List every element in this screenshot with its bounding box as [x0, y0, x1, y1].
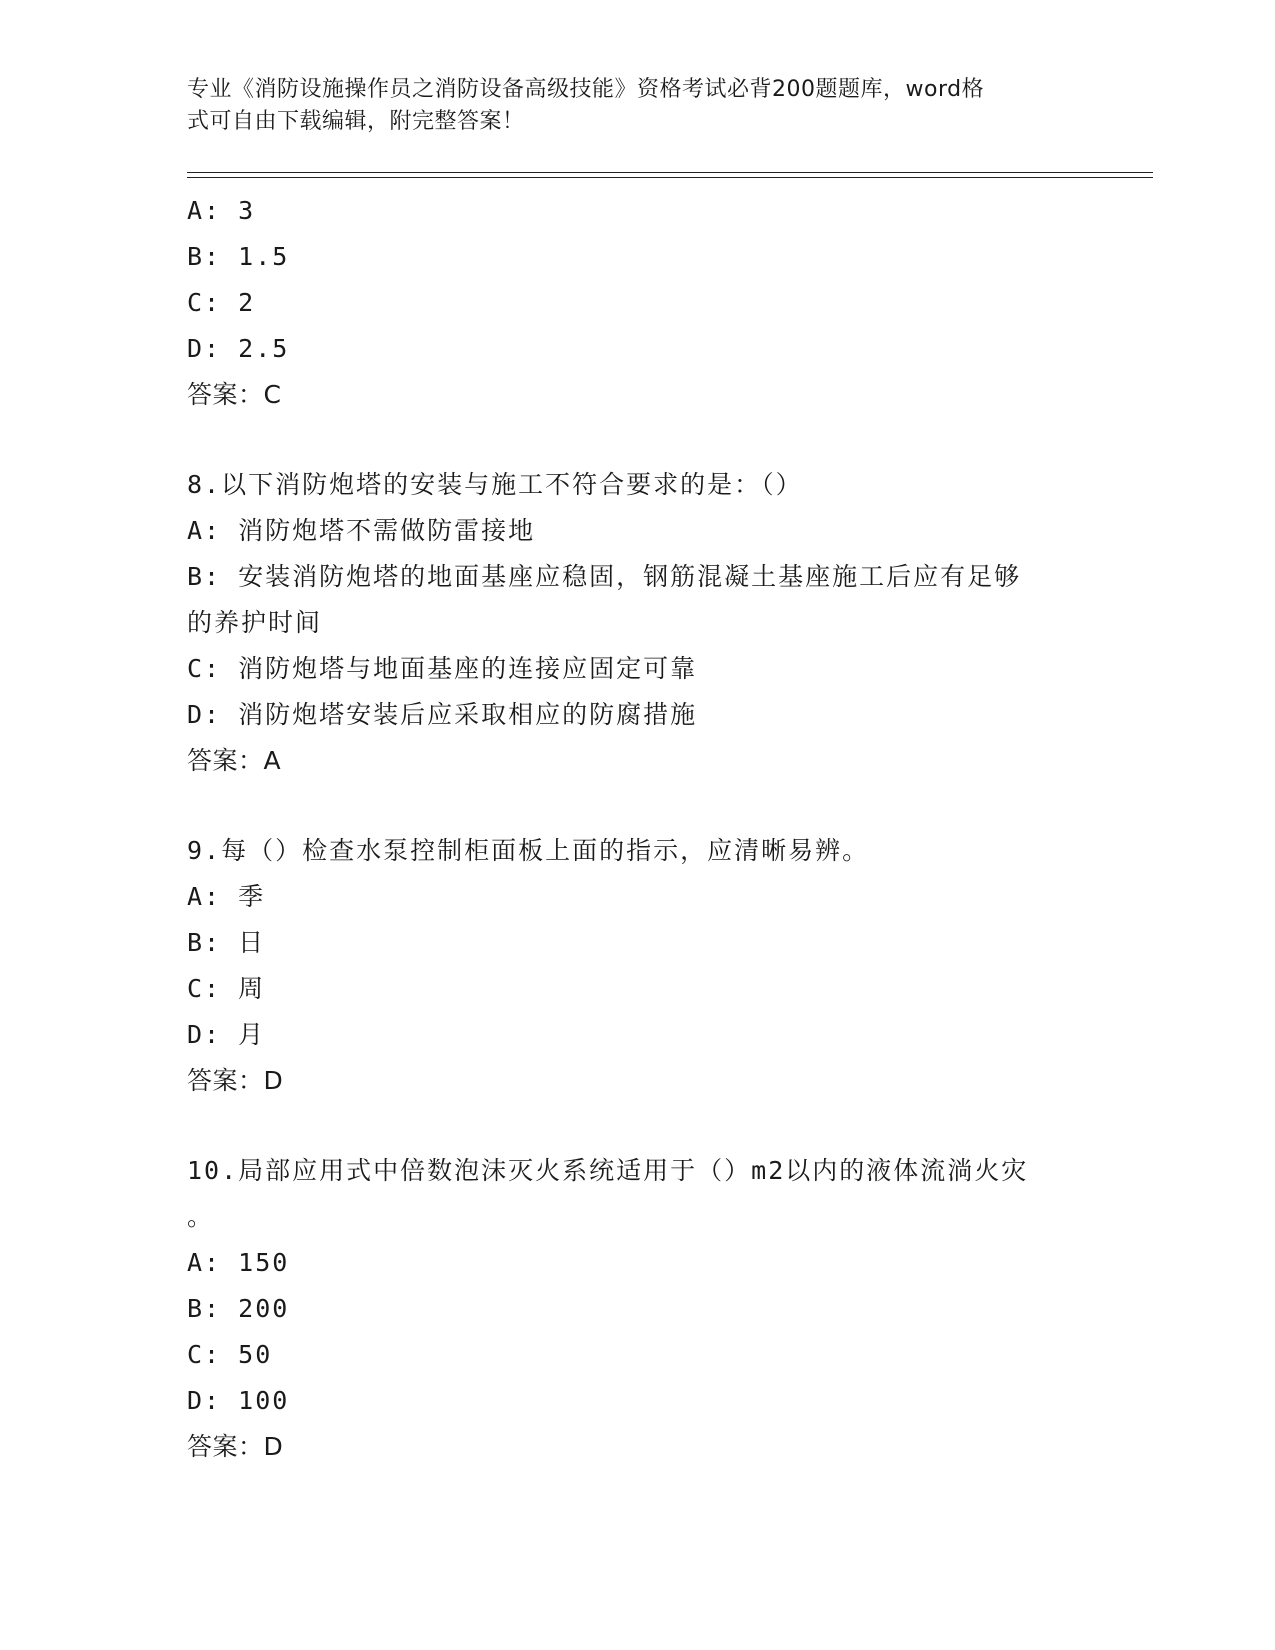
option-c: C: 周	[187, 974, 266, 1003]
option-b-continued: 的养护时间	[187, 608, 323, 637]
question-block-9	[187, 828, 1087, 1104]
option-a: A: 3	[187, 196, 256, 225]
option-d: D: 100	[187, 1386, 290, 1415]
question-block-7	[187, 188, 1087, 418]
option-a: A: 消防炮塔不需做防雷接地	[187, 516, 536, 545]
answer: 答案：C	[187, 380, 282, 409]
spacer	[187, 784, 1087, 828]
header-line-2: 式可自由下载编辑，附完整答案！	[187, 109, 525, 134]
option-c: C: 消防炮塔与地面基座的连接应固定可靠	[187, 654, 698, 683]
option-a: A: 150	[187, 1248, 290, 1277]
option-b: B: 200	[187, 1294, 290, 1323]
spacer	[187, 1104, 1087, 1148]
spacer	[187, 418, 1087, 462]
answer: 答案：A	[187, 746, 282, 775]
question-content	[187, 188, 1087, 1470]
question-text: 9.每（）检查水泵控制柜面板上面的指示，应清晰易辨。	[187, 836, 870, 865]
answer: 答案：D	[187, 1066, 284, 1095]
option-d: D: 月	[187, 1020, 266, 1049]
header-rule-bottom	[187, 177, 1153, 178]
question-block-8	[187, 462, 1087, 784]
question-text-continued: 。	[187, 1202, 215, 1231]
option-b: B: 安装消防炮塔的地面基座应稳固，钢筋混凝土基座施工后应有足够	[187, 562, 1022, 591]
question-text: 8.以下消防炮塔的安装与施工不符合要求的是：（）	[187, 470, 803, 499]
header-line-1: 专业《消防设施操作员之消防设备高级技能》资格考试必背200题题库，word格	[187, 77, 985, 102]
header-rule-top	[187, 172, 1153, 173]
question-block-10	[187, 1148, 1087, 1470]
question-text: 10.局部应用式中倍数泡沫灭火系统适用于（）m2以内的液体流淌火灾	[187, 1156, 1029, 1185]
option-c: C: 50	[187, 1340, 273, 1369]
option-d: D: 2.5	[187, 334, 290, 363]
answer: 答案：D	[187, 1432, 284, 1461]
option-c: C: 2	[187, 288, 256, 317]
option-a: A: 季	[187, 882, 266, 911]
document-header	[187, 74, 1067, 138]
option-d: D: 消防炮塔安装后应采取相应的防腐措施	[187, 700, 698, 729]
option-b: B: 1.5	[187, 242, 290, 271]
option-b: B: 日	[187, 928, 266, 957]
